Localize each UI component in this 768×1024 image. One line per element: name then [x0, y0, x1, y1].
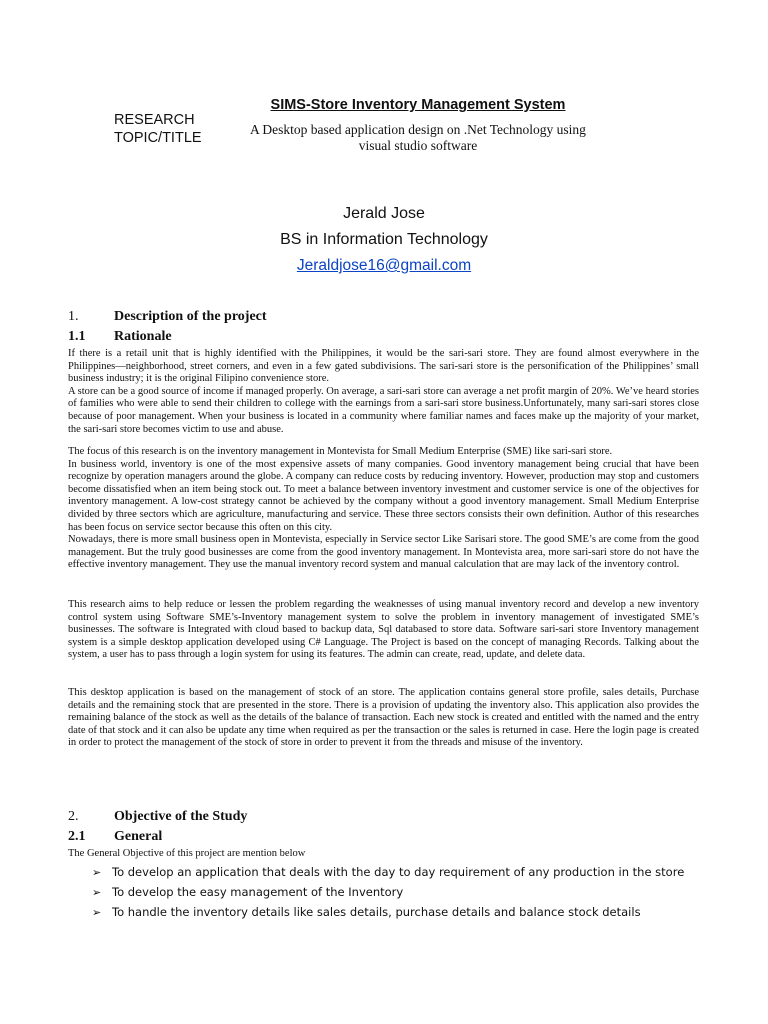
section-1-1-heading: [68, 329, 172, 345]
paragraph: Nowadays, there is more small business open in Montevista, especially in Service sector Like Sarisari store. The good SME’s are come from the good management. But the truly good businesses are come from the good inventory management. In Montevista area, more sari-sari store do not have the effective inventory management. They use the manual inventory record system and manual calculation that are may lack of the inventory control.: [68, 534, 699, 571]
list-item: [92, 904, 684, 924]
rationale-paragraphs-b: [68, 446, 699, 572]
list-item: [92, 864, 684, 884]
section-2-number: 2.: [68, 809, 79, 824]
document-subtitle: [236, 122, 600, 154]
rationale-paragraphs-a: [68, 348, 699, 436]
author-degree: BS in Information Technology: [280, 231, 488, 248]
paragraph: A store can be a good source of income if managed properly. On average, a sari-sari store can average a net profit margin of 20%. We’ve heard stories of families who were able to send their children to college with the earnings from a sari-sari store business.Unfortunately, many sari-sari stores close because of poor management. When your business is located in a community where familiar names and faces make up the majority of your market, the sari-sari store becomes victim to use and abuse.: [68, 385, 699, 435]
topic-label-line-2: TOPIC/TITLE: [114, 130, 202, 146]
section-1-title: Description of the project: [114, 309, 267, 324]
list-item-text: To develop the easy management of the Inventory: [112, 885, 404, 899]
objective-intro: The General Objective of this project are mention below: [68, 848, 306, 859]
subtitle-line-1: A Desktop based application design on .Net Technology using: [250, 122, 586, 137]
document-title: SIMS-Store Inventory Management System: [270, 97, 566, 113]
objective-list: [92, 864, 684, 924]
list-item-text: To handle the inventory details like sales details, purchase details and balance stock details: [112, 905, 641, 919]
topic-label-line-1: RESEARCH: [114, 112, 195, 128]
paragraph: This desktop application is based on the management of stock of an store. The application contains general store profile, sales details, Purchase details and the remaining stock that are presented in the store. There is a provision of updating the inventory also. This application also provides the remaining balance of the stock as well as the details of the balance of transaction. Each new stock is created and entitled with the named and the entry date of that stock and it can also be update any time when required as per the transaction or the sales is returned in case. Here the login page is created in order to protect the management of the stock of store in order to prevent it from the threads and misuse of the inventory.: [68, 687, 699, 749]
paragraph: This research aims to help reduce or lessen the problem regarding the weaknesses of using manual inventory record and develop a new inventory control system using Software SME’s-Inventory management system to solve the problem in inventory management of investigated SME’s businesses. The software is Integrated with cloud based to backup data, Sql databased to store data. Software sari-sari store Inventory management system is a simple desktop application developed using C# Language. The Project is based on the concept of managing Records. Talking about the system, a user has to pass through a login system for using its features. The admin can create, read, update, and delete data.: [68, 599, 699, 661]
section-1-1-title: Rationale: [114, 329, 172, 344]
rationale-paragraph-d: [68, 687, 699, 750]
research-topic-label: [114, 111, 202, 147]
section-2-1-title: General: [114, 829, 163, 844]
author-name: Jerald Jose: [343, 205, 425, 222]
author-email-link[interactable]: Jeraldjose16@gmail.com: [296, 257, 472, 274]
section-2-1-number: 2.1: [68, 829, 86, 844]
paragraph: If there is a retail unit that is highly identified with the Philippines, it would be the sari-sari store. They are found almost everywhere in the Philippines—neighborhood, street corners, and even in a few gated subdivisions. The sari-sari store is the personification of the Philippines’ small business industry; it is the original Filipino convenience store.: [68, 348, 699, 385]
arrow-bullet-icon: ➢: [92, 906, 102, 919]
section-1-1-number: 1.1: [68, 329, 86, 344]
list-item-text: To develop an application that deals with the day to day requirement of any production in the store: [112, 865, 685, 879]
arrow-bullet-icon: ➢: [92, 886, 102, 899]
rationale-paragraph-c: [68, 599, 699, 662]
section-2-1-heading: [68, 829, 162, 845]
section-1-heading: [68, 309, 267, 325]
list-item: [92, 884, 684, 904]
subtitle-line-2: visual studio software: [358, 138, 478, 153]
arrow-bullet-icon: ➢: [92, 866, 102, 879]
section-2-title: Objective of the Study: [114, 809, 248, 824]
paragraph: In business world, inventory is one of the most expensive assets of many companies. Good inventory management being crucial that have been recognize by operation managers around the globe. A company can reduce costs by reducing inventory. However, production may stop and customers become dissatisfied when an item being stock out. To meet a balance between inventory investment and customer service is one of the objectives for inventory management. A low-cost strategy cannot be achieved by the company without a good inventory management. Small Medium Enterprise divided by three sectors which are agriculture, manufacturing and service. These three sectors consists their own definition. Author of this researches has been focus on service sector because this often on this city.: [68, 458, 699, 533]
paragraph: The focus of this research is on the inventory management in Montevista for Small Medium Enterprise (SME) like sari-sari store.: [68, 446, 613, 457]
section-2-heading: [68, 809, 247, 825]
section-1-number: 1.: [68, 309, 79, 324]
